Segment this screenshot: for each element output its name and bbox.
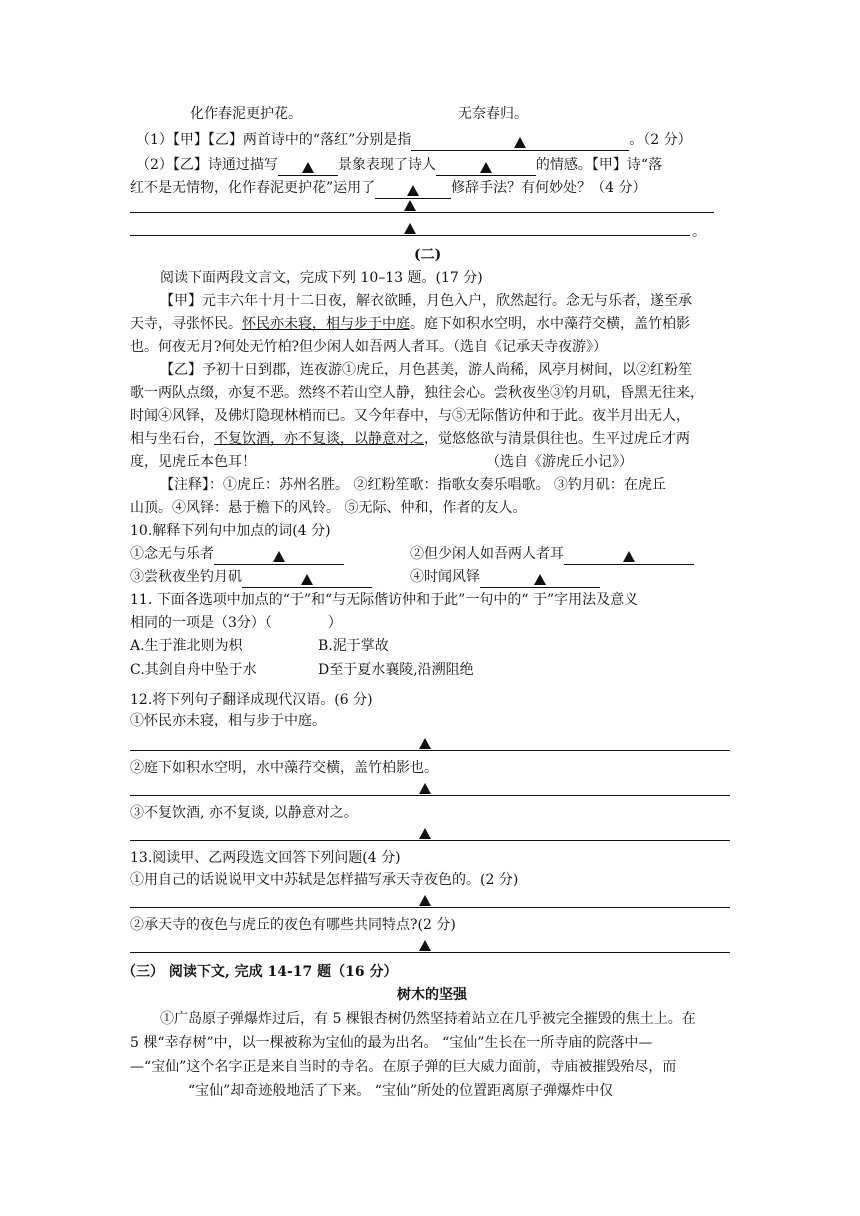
triangle-icon bbox=[407, 185, 419, 196]
article-paragraph-line: 5 棵“幸存树”中，以一棵被称为宝仙的最为出名。 “宝仙”生长在一所寺庙的院落中— bbox=[130, 1035, 653, 1051]
question-10-d bbox=[410, 567, 600, 588]
option-a[interactable]: A.生于淮北则为枳 bbox=[130, 638, 243, 654]
triangle-icon bbox=[273, 551, 285, 562]
answer-blank[interactable] bbox=[564, 547, 694, 565]
answer-blank[interactable] bbox=[411, 133, 629, 151]
answer-blank[interactable] bbox=[278, 158, 338, 176]
passage-text: 天寺，寻张怀民。 bbox=[130, 316, 242, 332]
passage-yi-line bbox=[130, 429, 690, 449]
triangle-icon bbox=[404, 200, 416, 211]
article-paragraph-line: ①广岛原子弹爆炸过后，有 5 棵银杏树仍然坚持着站立在几乎被完全摧毁的焦土上。在 bbox=[160, 1011, 696, 1027]
passage-jia-line bbox=[130, 314, 690, 334]
question-text: 红不是无情物，化作春泥更护花”运用了 bbox=[130, 180, 376, 196]
notes-line: 【注释】：①虎丘：苏州名胜。 ②红粉笙歌：指歌女奏乐唱歌。 ③钓月矶：在虎丘 bbox=[160, 477, 666, 493]
answer-line[interactable] bbox=[130, 952, 730, 953]
question-12-sentence: ①怀民亦未寝，相与步于中庭。 bbox=[130, 713, 326, 729]
article-paragraph-line: —“宝仙”这个名字正是来自当时的寺名。在原子弹的巨大威力面前，寺庙被摧毁殆尽，而 bbox=[130, 1059, 677, 1075]
question-10-title: 10.解释下列句中加点的词(4 分) bbox=[130, 523, 331, 539]
question-13-sub: ①用自己的话说说甲文中苏轼是怎样描写承天寺夜色的。(2 分) bbox=[130, 872, 519, 888]
section-heading: （三） 阅读下文, 完成 14-17 题（16 分） bbox=[122, 964, 398, 980]
passage-text: ，觉悠悠欲与清景俱往也。生平过虎丘才两 bbox=[424, 431, 690, 447]
triangle-icon bbox=[419, 738, 431, 749]
passage-text: 。庭下如积水空明，水中藻荇交横，盖竹柏影 bbox=[410, 316, 690, 332]
triangle-icon bbox=[419, 895, 431, 906]
underlined-sentence: 不复饮酒，亦不复谈，以静意对之 bbox=[214, 431, 424, 447]
answer-blank[interactable] bbox=[375, 181, 451, 199]
question-poem-2 bbox=[136, 155, 662, 176]
question-text: ①念无与乐者 bbox=[130, 546, 214, 562]
question-12-sentence: ②庭下如积水空明，水中藻荇交横，盖竹柏影也。 bbox=[130, 760, 438, 776]
answer-blank[interactable] bbox=[214, 547, 344, 565]
option-d[interactable]: D至于夏水襄陵,沿溯阻绝 bbox=[318, 662, 474, 678]
question-text: ②但少闲人如吾两人者耳 bbox=[410, 546, 564, 562]
question-11-line: 11. 下面各选项中加点的“于”和“与无际偕访仲和于此”一句中的“ 于”字用法及意义 bbox=[130, 592, 639, 608]
question-10-b bbox=[410, 544, 694, 565]
question-text: 景象表现了诗人 bbox=[337, 157, 436, 173]
passage-source: （选自《游虎丘小记》） bbox=[486, 454, 633, 470]
answer-end-mark: 。 bbox=[692, 224, 706, 240]
underlined-sentence: 怀民亦未寝，相与步于中庭 bbox=[242, 316, 410, 332]
option-b[interactable]: B.泥于掌故 bbox=[318, 638, 389, 654]
question-12-sentence: ③不复饮酒, 亦不复谈, 以静意对之。 bbox=[130, 805, 358, 821]
article-title: 树木的坚强 bbox=[397, 987, 467, 1003]
triangle-icon bbox=[419, 940, 431, 951]
question-text: （2）【乙】诗通过描写 bbox=[136, 157, 278, 173]
answer-line[interactable] bbox=[130, 907, 730, 908]
question-text: ④时闻风铎 bbox=[410, 569, 480, 585]
passage-yi-line: 歌一两队点缀，亦复不恶。然终不若山空人静，独往会心。尝秋夜坐③钓月矶，昏黑无往来， bbox=[130, 385, 704, 401]
option-c[interactable]: C.其剑自舟中坠于水 bbox=[130, 662, 257, 678]
notes-line: 山顶。④风铎：悬于檐下的风铃。 ⑤无际、仲和，作者的友人。 bbox=[130, 500, 527, 516]
question-11-line: 相同的一项是（3分）（ ） bbox=[130, 615, 342, 631]
question-poem-1 bbox=[136, 130, 692, 151]
answer-blank[interactable] bbox=[242, 570, 372, 588]
passage-jia-line: 也。何夜无月?何处无竹柏?但少闲人如吾两人者耳。（选自《记承天寺夜游》） bbox=[130, 339, 608, 355]
answer-line[interactable] bbox=[130, 750, 730, 751]
triangle-icon bbox=[404, 223, 416, 234]
question-text: 的情感。【甲】诗“落 bbox=[535, 157, 663, 173]
answer-line[interactable] bbox=[130, 235, 690, 236]
triangle-icon bbox=[302, 162, 314, 173]
question-text: 修辞手法？有何妙处？（4 分） bbox=[451, 180, 647, 196]
section-heading: (二) bbox=[414, 247, 442, 263]
article-paragraph-line: “宝仙”却奇迹般地活了下来。 “宝仙”所处的位置距离原子弹爆炸中仅 bbox=[188, 1083, 614, 1099]
question-text: ③尝秋夜坐钓月矶 bbox=[130, 569, 242, 585]
question-10-c bbox=[130, 567, 372, 588]
passage-yi-line: 【乙】予初十日到郡，连夜游①虎丘，月色甚美，游人尚稀，风亭月树间，以②红粉笙 bbox=[160, 362, 692, 378]
passage-yi-line: 度，见虎丘本色耳！ bbox=[130, 454, 256, 470]
passage-jia-line: 【甲】元丰六年十月十二日夜，解衣欲睡，月色入户，欣然起行。念无与乐者，遂至承 bbox=[160, 293, 692, 309]
triangle-icon bbox=[419, 828, 431, 839]
triangle-icon bbox=[534, 574, 546, 585]
answer-blank[interactable] bbox=[480, 570, 600, 588]
question-poem-2-cont bbox=[130, 178, 647, 199]
answer-blank[interactable] bbox=[436, 158, 536, 176]
answer-line[interactable] bbox=[130, 795, 730, 796]
question-13-title: 13.阅读甲、乙两段选文回答下列问题(4 分) bbox=[130, 850, 401, 866]
triangle-icon bbox=[514, 137, 526, 148]
triangle-icon bbox=[419, 783, 431, 794]
passage-yi-line: 时闻④风铎，及佛灯隐现林梢而已。又今年春中，与⑤无际偕访仲和于此。夜半月出无人， bbox=[130, 408, 690, 424]
question-10-a bbox=[130, 544, 344, 565]
answer-line[interactable] bbox=[130, 840, 730, 841]
section-intro: 阅读下面两段文言文，完成下列 10–13 题。(17 分) bbox=[160, 270, 483, 286]
triangle-icon bbox=[480, 162, 492, 173]
question-12-title: 12.将下列句子翻译成现代汉语。(6 分) bbox=[130, 692, 373, 708]
triangle-icon bbox=[301, 574, 313, 585]
passage-text: 相与坐石台， bbox=[130, 431, 214, 447]
poem-line-right: 无奈春归。 bbox=[458, 106, 528, 122]
poem-line-left: 化作春泥更护花。 bbox=[190, 106, 302, 122]
answer-line[interactable] bbox=[130, 212, 714, 213]
question-text: （1）【甲】【乙】两首诗中的“落红”分别是指 bbox=[136, 132, 412, 148]
triangle-icon bbox=[623, 551, 635, 562]
question-score: 。（2 分） bbox=[629, 132, 692, 148]
question-13-sub: ②承天寺的夜色与虎丘的夜色有哪些共同特点?(2 分) bbox=[130, 917, 456, 933]
